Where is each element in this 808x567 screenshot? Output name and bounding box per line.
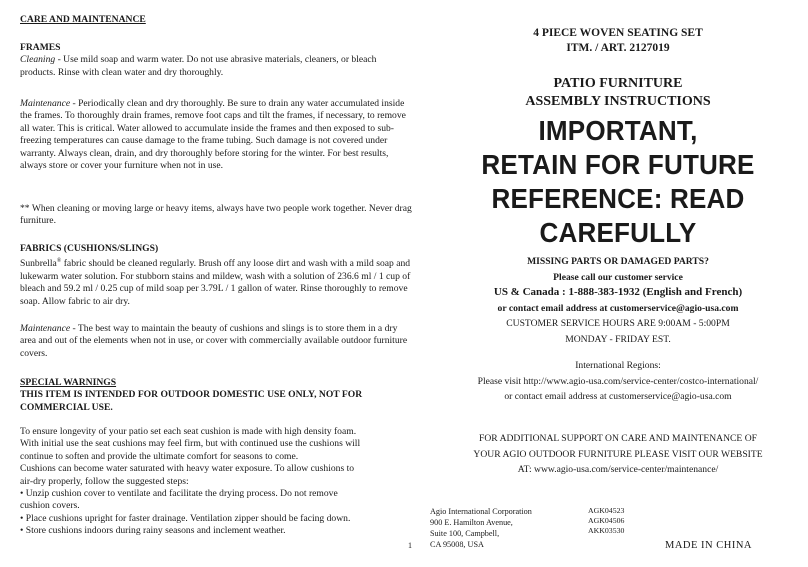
frames-section [20, 42, 412, 79]
phone-number: US & Canada : 1-888-383-1932 (English and French) [493, 286, 743, 298]
fabrics-text: Sunbrella® fabric should be cleaned regularly. Brush off any loose dirt and wash with a mild soap and lukewarm water solution. For stubborn stains and mildew, wash with a solution of 236.6 ml / 1 cup of bleach and 59.2 ml / 0.25 cup of mild soap per 3.79L / 1 gallon of water. Rinse thoroughly to remove soap. Allow fabric to air dry. [20, 258, 411, 307]
frames-maintenance: Maintenance - Periodically clean and dry thoroughly. Be sure to drain any water accumulated inside the frames. To thoroughly drain frames, remove foot caps and tilt the frames, if necessary, to remove all water. This is critical. Water allowed to accumulate inside the frames and then exposed to sub-freezing temperatures can cause damage to the frame tubing. Such damage is not covered under warranty. Always clean, drain, and dry thoroughly before storing for the winter. For best results, always store or cover your furniture when not in use. [20, 98, 406, 172]
company-address: Agio International Corporation 900 E. Hamilton Avenue, Suite 100, Campbell, CA 95008, USA [430, 507, 532, 549]
call-service: Please call our customer service [553, 271, 683, 283]
customer-service [432, 254, 804, 347]
missing-parts: MISSING PARTS OR DAMAGED PARTS? [527, 256, 709, 267]
care-heading: CARE AND MAINTENANCE [20, 14, 146, 25]
important-heading: IMPORTANT, RETAIN FOR FUTURE REFERENCE: READ CAREFULLY [481, 115, 755, 248]
frames-cleaning: Cleaning - Use mild soap and warm water. Do not use abrasive materials, cleaners, or bleach products. Rinse with clean water and dry thoroughly. [20, 54, 377, 78]
warnings-section [20, 377, 412, 414]
frames-title: FRAMES [20, 42, 61, 53]
product-title: 4 PIECE WOVEN SEATING SET ITM. / ART. 2127019 [533, 27, 703, 54]
fabrics-title: FABRICS (CUSHIONS/SLINGS) [20, 243, 159, 254]
made-in-label: MADE IN CHINA [665, 540, 752, 551]
warnings-bold: THIS ITEM IS INTENDED FOR OUTDOOR DOMESTIC USE ONLY, NOT FOR COMMERCIAL USE. [20, 389, 363, 413]
warnings-title: SPECIAL WARNINGS [20, 377, 117, 388]
support-section: FOR ADDITIONAL SUPPORT ON CARE AND MAINTENANCE OF YOUR AGIO OUTDOOR FURNITURE PLEASE VISIT OUR WEBSITE AT: www.agio-usa.com/service-center/maintenance/ [473, 433, 763, 475]
frames-note: ** When cleaning or moving large or heavy items, always have two people work together. Never drag furniture. [20, 203, 412, 227]
service-days: MONDAY - FRIDAY EST. [565, 333, 671, 345]
service-hours: CUSTOMER SERVICE HOURS ARE 9:00AM - 5:00PM [506, 318, 730, 329]
fabrics-section [20, 243, 412, 308]
assembly-title: PATIO FURNITURE ASSEMBLY INSTRUCTIONS [525, 76, 711, 109]
email-line: or contact email address at customerservice@agio-usa.com [497, 302, 739, 314]
page-number: 1 [408, 541, 412, 550]
international-section: International Regions: Please visit http://www.agio-usa.com/service-center/costco-international/ or contact email address at customerservice@agio-usa.com [477, 360, 759, 402]
warnings-body: To ensure longevity of your patio set each seat cushion is made with high density foam. With initial use the seat cushions may feel firm, but with continued use the cushions will continue to soften and provide the ultimate comfort for seasons to come. Cushions can become water saturated with heavy water exposure. To allow cushions to air-dry properly, follow the suggested steps: • Unzip cushion cover to ventilate and facilitate the drying process. Do not remove cushion covers. • Place cushions upright for faster drainage. Ventilation zipper should be facing down. • Store cushions indoors during rainy seasons and inclement weather. [20, 426, 361, 537]
product-codes: AGK04523 AGK04506 AKK03530 [588, 506, 625, 535]
fabrics-maintenance: Maintenance - The best way to maintain the beauty of cushions and slings is to store them in a dry area and out of the elements when not in use, or cover with commercially available outdoor furniture covers. [20, 323, 408, 359]
